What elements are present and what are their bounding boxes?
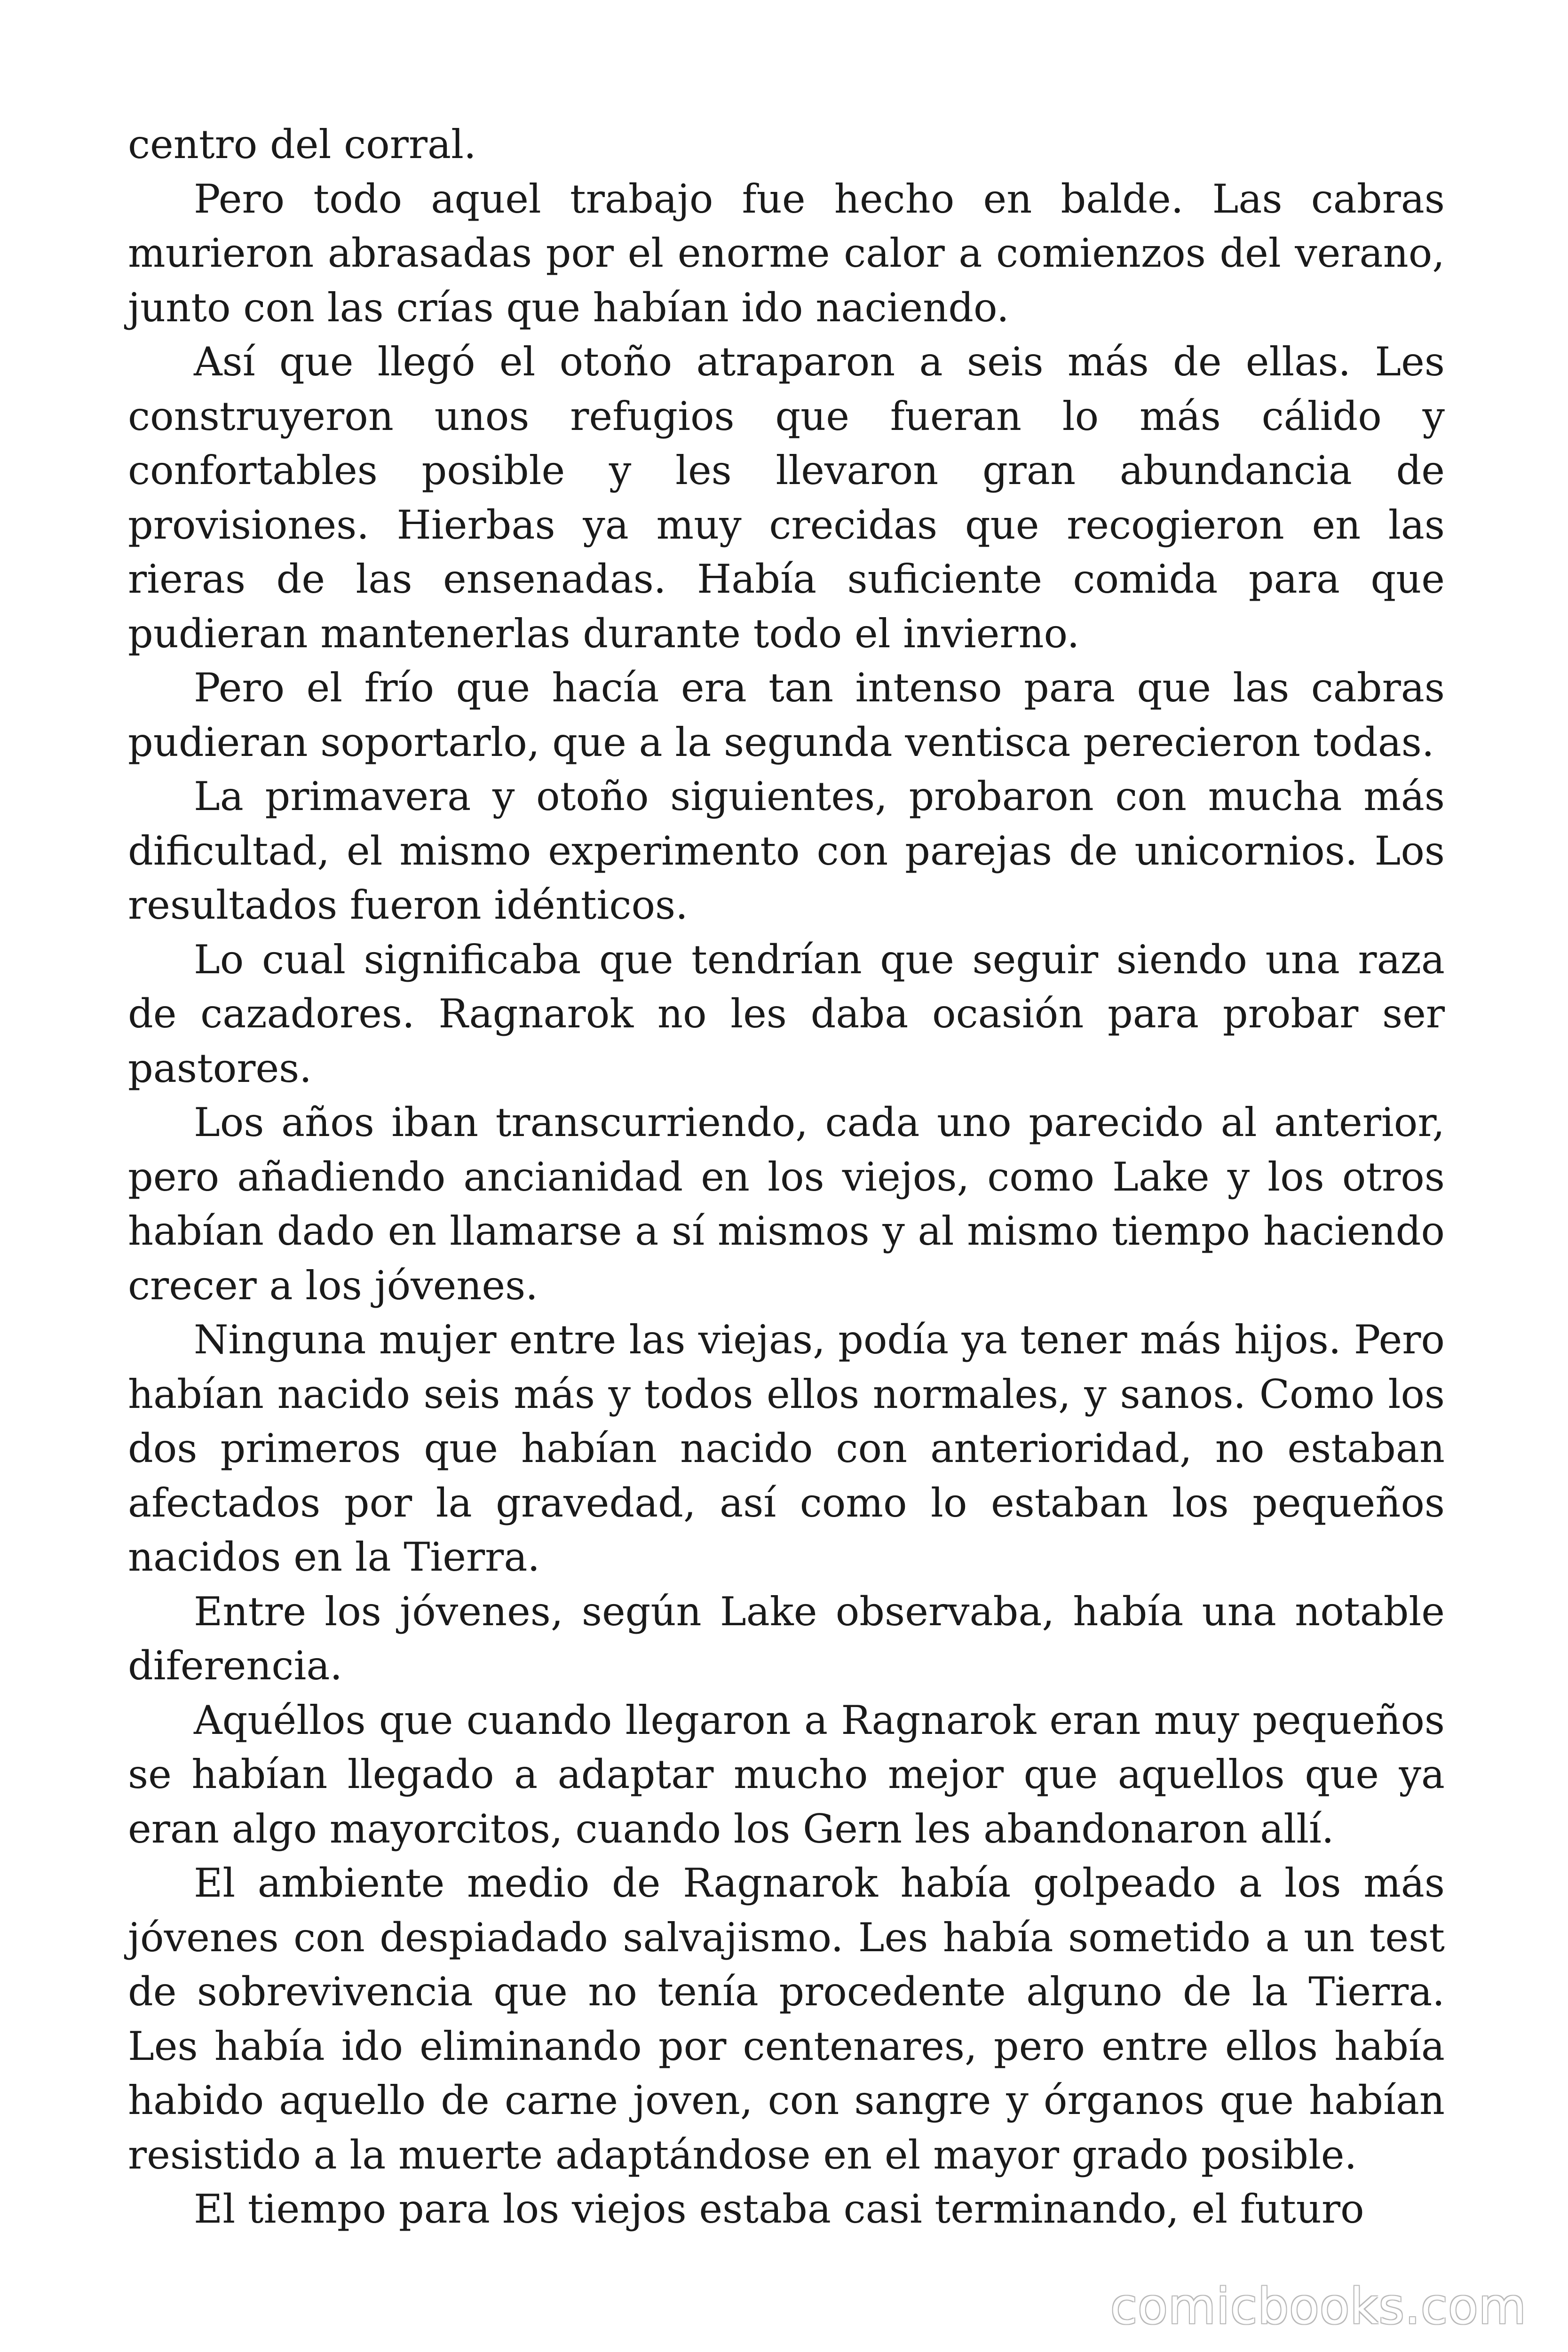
watermark: comicbooks.com [1110, 2278, 1527, 2335]
paragraph: Aquéllos que cuando llegaron a Ragnarok eran muy pequeños se habían llegado a adaptar mucho mejor que aquellos que ya eran algo mayorcitos, cuando los Gern les abandonaron allí. [128, 1697, 1445, 1852]
paragraph: El ambiente medio de Ragnarok había golpeado a los más jóvenes con despiadado salvajismo. Les había sometido a un test de sobrevivencia que no tenía procedente alguno de la Tierra. Les había ido eliminando por centenares, pero entre ellos había habido aquello de carne joven, con sangre y órganos que habían resistido a la muerte adaptándose en el mayor grado posible. [128, 1860, 1445, 2178]
paragraph: El tiempo para los viejos estaba casi terminando, el futuro [194, 2186, 1364, 2232]
paragraph: Entre los jóvenes, según Lake observaba, había una notable diferencia. [128, 1588, 1445, 1689]
paragraph: Lo cual significaba que tendrían que seguir siendo una raza de cazadores. Ragnarok no les daba ocasión para probar ser pastores. [128, 936, 1445, 1091]
paragraph: Los años iban transcurriendo, cada uno parecido al anterior, pero añadiendo ancianidad en los viejos, como Lake y los otros habían dado en llamarse a sí mismos y al mismo tiempo haciendo crecer a los jóvenes. [128, 1099, 1445, 1309]
paragraph: Pero todo aquel trabajo fue hecho en balde. Las cabras murieron abrasadas por el enorme calor a comienzos del verano, junto con las crías que habían ido naciendo. [128, 175, 1445, 331]
paragraph: Ninguna mujer entre las viejas, podía ya tener más hijos. Pero habían nacido seis más y todos ellos normales, y sanos. Como los dos primeros que habían nacido con anterioridad, no estaban afectados por la gravedad, así como lo estaban los pequeños nacidos en la Tierra. [128, 1317, 1445, 1580]
page-body [128, 118, 1445, 2237]
paragraph: centro del corral. [128, 121, 476, 167]
paragraph: Así que llegó el otoño atraparon a seis más de ellas. Les construyeron unos refugios que fueran lo más cálido y confortables posible y les llevaron gran abundancia de provisiones. Hierbas ya muy crecidas que recogieron en las rieras de las ensenadas. Había suficiente comida para que pudieran mantenerlas durante todo el invierno. [128, 339, 1445, 657]
paragraph: La primavera y otoño siguientes, probaron con mucha más dificultad, el mismo experimento con parejas de unicornios. Los resultados fueron idénticos. [128, 773, 1445, 928]
paragraph: Pero el frío que hacía era tan intenso para que las cabras pudieran soportarlo, que a la segunda ventisca perecieron todas. [128, 665, 1445, 765]
